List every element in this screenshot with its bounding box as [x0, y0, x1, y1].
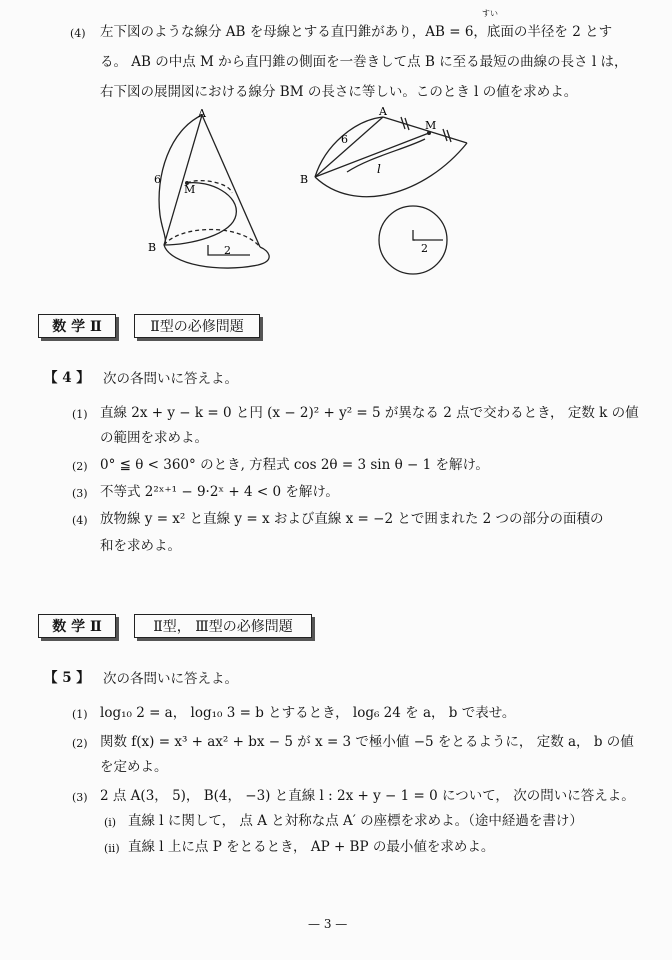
cone-label-b: B	[148, 241, 157, 254]
p5-sub1-number: (i)	[104, 816, 117, 829]
net-label-6: 6	[341, 133, 348, 146]
header2-subject: 数 学 Ⅱ	[38, 614, 116, 638]
problem5-intro: 次の各問いに答えよ。	[103, 671, 238, 687]
net-label-a: A	[379, 105, 387, 118]
header1-type: Ⅱ型の必修問題	[134, 314, 260, 338]
net-label-2: 2	[421, 242, 428, 255]
cone-label-m: M	[184, 183, 196, 196]
p5-item3-number: (3)	[72, 791, 88, 804]
q4-top-line1: 左下図のような線分 AB を母線とする直円錐があり，AB = 6，底面の半径を 2 とす	[100, 24, 613, 40]
header2-type: Ⅱ型， Ⅲ型の必修問題	[134, 614, 312, 638]
net-label-m: M	[425, 119, 437, 132]
p5-item2-number: (2)	[72, 737, 88, 750]
p4-item4-line2: 和を求めよ。	[100, 538, 181, 554]
p5-item3-line1: 2 点 A(3， 5)， B(4， −3) と直線 l : 2x + y − 1 = 0 について， 次の問いに答えよ。	[100, 788, 635, 804]
q4-top-line3: 右下図の展開図における線分 BM の長さに等しい。このとき l の値を求めよ。	[100, 84, 578, 100]
p5-item1-line1: log₁₀ 2 = a， log₁₀ 3 = b とするとき， log₆ 24 を a， b で表せ。	[100, 705, 516, 721]
q4-top-line2: る。 AB の中点 M から直円錐の側面を一巻きして点 B に至る最短の曲線の長さ l は，	[100, 54, 628, 70]
net-figure	[295, 105, 495, 285]
net-label-b: B	[300, 173, 309, 186]
p4-item3-line1: 不等式 2²ˣ⁺¹ − 9·2ˣ + 4 < 0 を解け。	[100, 484, 339, 500]
header1-subject: 数 学 Ⅱ	[38, 314, 116, 338]
p4-item4-line1: 放物線 y = x² と直線 y = x および直線 x = −2 とで囲まれた 2 つの部分の面積の	[100, 511, 604, 527]
p4-item1-line2: の範囲を求めよ。	[100, 430, 208, 446]
p4-item1-line1: 直線 2x + y − k = 0 と円 (x − 2)² + y² = 5 が異なる 2 点で交わるとき， 定数 k の値	[100, 405, 639, 421]
cone-label-2: 2	[224, 244, 231, 257]
problem4-label: 【 4 】	[44, 370, 90, 386]
p5-sub1-text: 直線 l に関して， 点 A と対称な点 A′ の座標を求めよ。（途中経過を書け）	[128, 813, 583, 829]
p4-item2-number: (2)	[72, 460, 88, 473]
p4-item4-number: (4)	[72, 514, 88, 527]
p5-sub2-number: (ii)	[104, 842, 120, 855]
p5-item2-line1: 関数 f(x) = x³ + ax² + bx − 5 が x = 3 で極小値 −5 をとるように， 定数 a， b の値	[100, 734, 634, 750]
p5-item2-line2: を定めよ。	[100, 759, 168, 775]
p4-item1-number: (1)	[72, 408, 88, 421]
p5-item1-number: (1)	[72, 708, 88, 721]
page-number: — 3 —	[308, 917, 348, 931]
p4-item3-number: (3)	[72, 487, 88, 500]
ruby-sui: すい	[482, 9, 498, 18]
cone-label-6: 6	[154, 173, 161, 186]
p5-sub2-text: 直線 l 上に点 P をとるとき， AP + BP の最小値を求めよ。	[128, 839, 495, 855]
problem5-label: 【 5 】	[44, 670, 90, 686]
cone-label-a: A	[198, 107, 206, 120]
p4-item2-line1: 0° ≦ θ < 360° のとき, 方程式 cos 2θ = 3 sin θ − 1 を解け。	[100, 457, 489, 473]
q4-top-number: (4)	[70, 27, 86, 40]
problem4-intro: 次の各問いに答えよ。	[103, 371, 238, 387]
net-label-l: l	[377, 162, 381, 176]
